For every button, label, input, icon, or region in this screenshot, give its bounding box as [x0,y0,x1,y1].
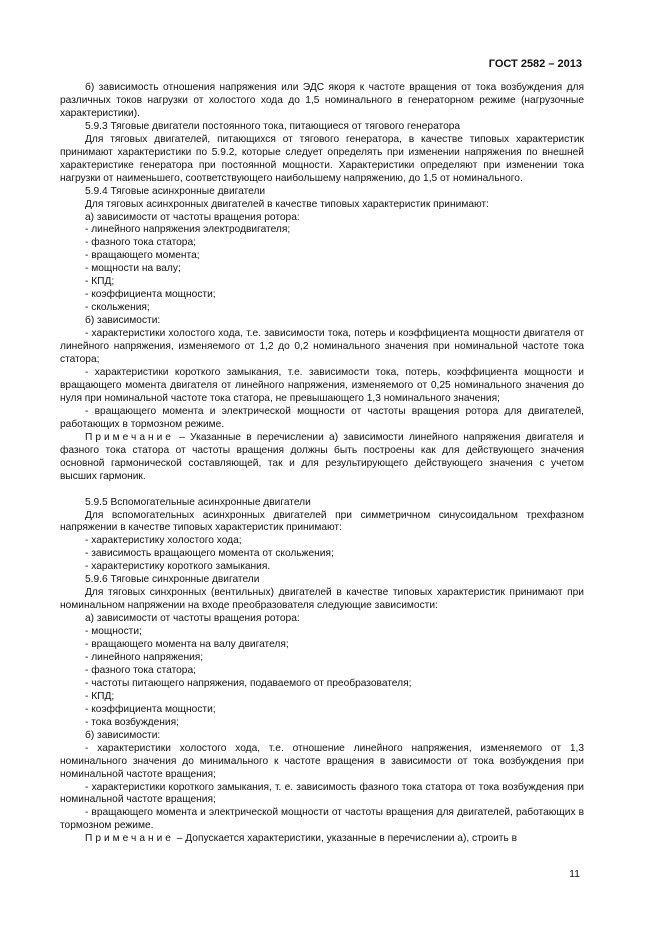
paragraph: Для вспомогательных асинхронных двигателей при симметричном синусоидальном трехфазном напряжении в качестве типовых характеристик принимают: [60,509,584,534]
list-item: - характеристики холостого хода, т.е. зависимости тока, потерь и коэффициента мощности двигателя от линейного напряжения, изменяемого от 1,2 до 0,2 номинального значения при номинальной частоте тока статора; [60,328,584,366]
document-id: ГОСТ 2582 – 2013 [488,58,582,70]
list-item: а) зависимости от частоты вращения ротора: [85,211,300,223]
note [60,432,584,484]
list-item: - вращающего момента и электрической мощности от частоты вращения ротора для двигателей, работающих в тормозном режиме. [60,405,584,430]
section-heading: 5.9.5 Вспомогательные асинхронные двигатели [85,496,311,508]
paragraph: Для тяговых асинхронных двигателей в качестве типовых характеристик принимают: [85,198,489,210]
list-item: - линейного напряжения электродвигателя; [85,224,291,236]
paragraph: Для тяговых двигателей, питающихся от тягового генератора, в качестве типовых характеристик принимают характеристики по 5.9.2, которые следует определять при изменении напряжения по внешней характеристике генератора при постоянной мощности. Характеристики определяют при изменении тока нагрузки от наименьшего, соответствующего наибольшему напряжению, до 1,5 от номинального. [60,133,584,184]
page-number: 11 [569,868,580,880]
list-item: б) зависимости: [85,315,161,327]
page-body [60,82,584,846]
list-item: - КПД; [85,690,115,702]
note-text: – Допускается характеристики, указанные в перечислении а), строить в [173,833,518,845]
list-item: - тока возбуждения; [85,716,179,728]
section-heading: 5.9.6 Тяговые синхронные двигатели [85,574,260,586]
note-label: Примечание [85,833,174,845]
paragraph: Для тяговых синхронных (вентильных) двигателей в качестве типовых характеристик принимают при номинальном напряжении на входе преобразователя следующие зависимости: [60,587,584,612]
list-item: - коэффициента мощности; [85,703,216,715]
note [60,833,584,846]
list-item: - частоты питающего напряжения, подаваемого от преобразователя; [85,677,412,689]
list-item: б) зависимости: [85,729,161,741]
list-item: - зависимость вращающего момента от скольжения; [85,548,334,560]
list-item: - мощности на валу; [85,263,181,275]
list-item: - вращающего момента и электрической мощности от частоты вращения для двигателей, работающих в тормозном режиме. [60,807,584,832]
list-item: - мощности; [85,626,142,638]
list-item: - скольжения; [85,302,150,314]
section-heading: 5.9.4 Тяговые асинхронные двигатели [85,185,266,197]
list-item: - характеристики короткого замыкания, т.е. зависимости тока, потерь, коэффициента мощности и вращающего момента двигателя от линейного напряжения, изменяемого от 0,25 номинального значения до нуля при номинальной частоте тока статора, не превышающего 1,3 номинального значения; [60,366,584,404]
list-item: - характеристику короткого замыкания. [85,561,271,573]
list-item: - линейного напряжения; [85,651,204,663]
list-item: а) зависимости от частоты вращения ротора: [85,613,300,625]
list-item: - КПД; [85,276,115,288]
note-text: – Указанные в перечислении а) зависимости линейного напряжения двигателя и фазного тока статора от частоты вращения должны быть построены как для действующего значения основной гармонической составляющей, так и для результирующего действующего значения с учетом высших гармоник. [60,431,584,482]
list-item: - коэффициента мощности; [85,289,216,301]
list-item: - фазного тока статора; [85,664,196,676]
list-item: - вращающего момента; [85,250,200,262]
paragraph: б) зависимость отношения напряжения или ЭДС якоря к частоте вращения от тока возбуждения для различных токов нагрузки от холостого хода до 1,5 номинального в генераторном режиме (нагрузочные характеристики). [60,82,584,119]
list-item: - фазного тока статора; [85,237,196,249]
list-item: - характеристику холостого хода; [85,535,242,547]
list-item: - характеристики холостого хода, т.е. отношение линейного напряжения, изменяемого от 1,3 номинального значения до минимального к частоте вращения в зависимости от тока возбуждения при номинальной частоте вращения; [60,742,584,780]
note-label: Примечание [85,431,174,443]
spacer [60,484,584,497]
section-heading: 5.9.3 Тяговые двигатели постоянного тока, питающиеся от тягового генератора [85,120,461,132]
list-item: - характеристики короткого замыкания, т. е. зависимость фазного тока статора от тока возбуждения при номинальной частоте вращения; [60,781,584,806]
list-item: - вращающего момента на валу двигателя; [85,639,289,651]
